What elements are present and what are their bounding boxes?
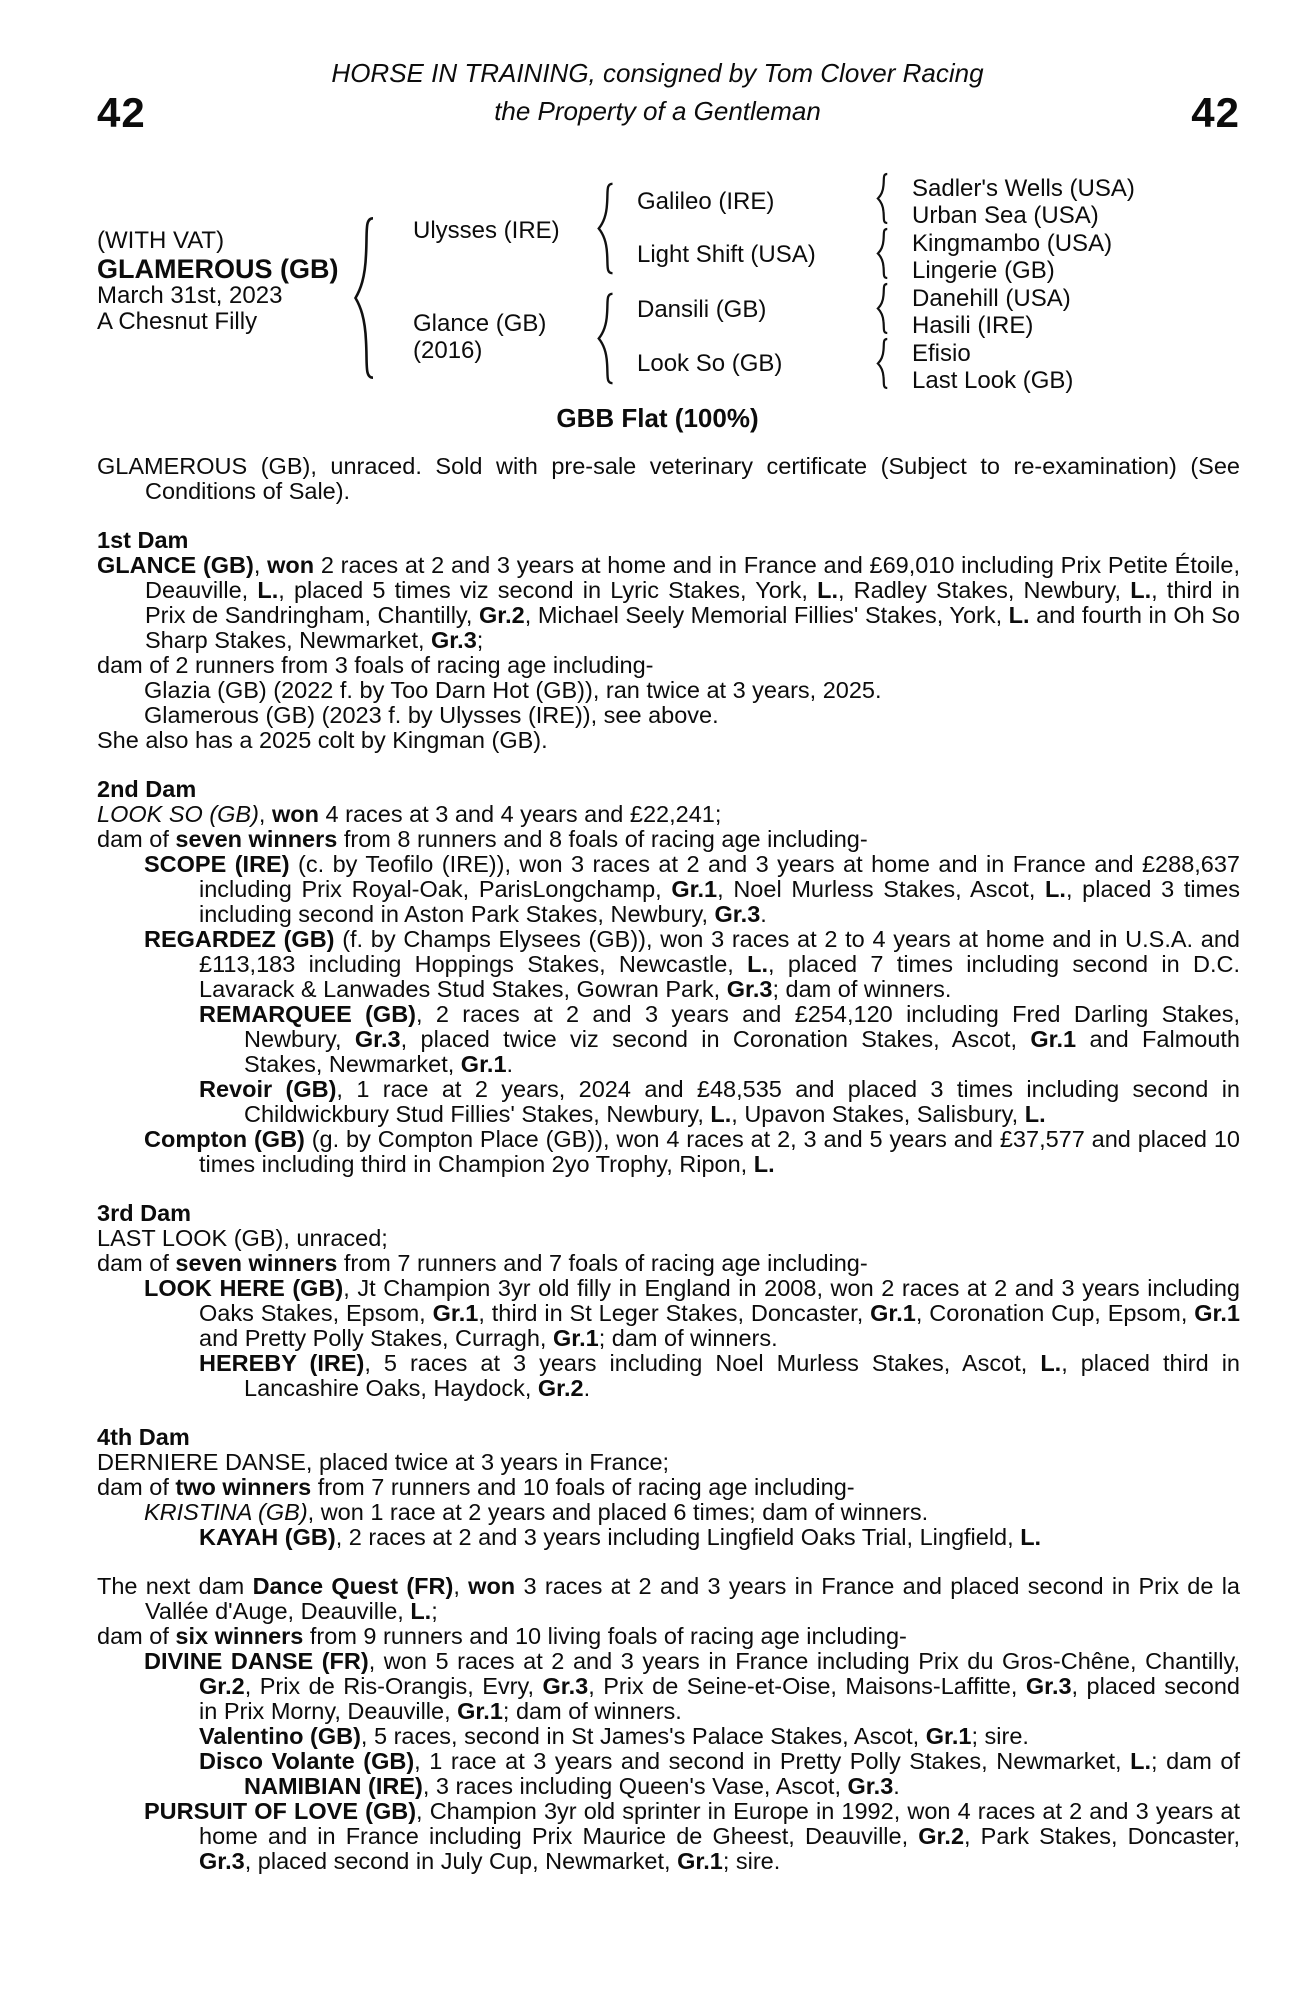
pedigree-paragraph: KRISTINA (GB), won 1 race at 2 years and placed 6 times; dam of winners. (144, 1499, 929, 1525)
lot-number-left: 42 (97, 89, 146, 136)
pedigree-paragraph: Disco Volante (GB), 1 race at 3 years and second in Pretty Polly Stakes, Newmarket, L.; dam of NAMIBIAN (IRE), 3 races including Queen's Vase, Ascot, Gr.3. (199, 1748, 1240, 1799)
pedigree-ancestor: Kingmambo (USA) (912, 230, 1113, 257)
pedigree-ancestor: Efisio (912, 340, 971, 367)
pedigree-paragraph: dam of two winners from 7 runners and 10 foals of racing age including- (97, 1474, 855, 1500)
dam-year: (2016) (413, 337, 483, 364)
lot-number-right: 42 (1191, 89, 1240, 136)
pedigree-paragraph: KAYAH (GB), 2 races at 2 and 3 years including Lingfield Oaks Trial, Lingfield, L. (199, 1524, 1042, 1550)
dam-section-heading: 1st Dam (97, 527, 189, 553)
page-header (0, 0, 1315, 140)
pedigree-ancestor: Last Look (GB) (912, 367, 1074, 394)
dam-sections (97, 528, 1240, 1874)
dam-section-heading: 3rd Dam (97, 1200, 192, 1226)
catalogue-body (97, 454, 1240, 1874)
pedigree-paragraph: REMARQUEE (GB), 2 races at 2 and 3 years and £254,120 including Fred Darling Stakes, Newbury, Gr.3, placed twice viz second in Coronation Stakes, Ascot, Gr.1 and Falmouth Stakes, Newmarket, Gr.1. (199, 1001, 1241, 1077)
pedigree-ancestor: Look So (GB) (637, 350, 783, 377)
dam-section (97, 1574, 1240, 1874)
pedigree-paragraph: Glamerous (GB) (2023 f. by Ulysses (IRE)), see above. (144, 702, 719, 728)
pedigree-paragraph: REGARDEZ (GB) (f. by Champs Elysees (GB)), won 3 races at 2 to 4 years at home and in U.S.A. and £113,183 including Hoppings Stakes, Newcastle, L., placed 7 times including second in D.C. Lavarack & Lanwades Stud Stakes, Gowran Park, Gr.3; dam of winners. (144, 926, 1240, 1002)
pedigree-brace (352, 215, 380, 381)
consignor-line: HORSE IN TRAINING, consigned by Tom Clover Racing (331, 58, 984, 88)
pedigree-paragraph: HEREBY (IRE), 5 races at 3 years including Noel Murless Stakes, Ascot, L., placed third in Lancashire Oaks, Haydock, Gr.2. (199, 1350, 1240, 1401)
pedigree-paragraph: SCOPE (IRE) (c. by Teofilo (IRE)), won 3 races at 2 and 3 years at home and in France and £288,637 including Prix Royal-Oak, ParisLongchamp, Gr.1, Noel Murless Stakes, Ascot, L., placed 3 times including second in Aston Park Stakes, Newbury, Gr.3. (144, 851, 1240, 927)
sale-conditions-paragraph: GLAMEROUS (GB), unraced. Sold with pre-sale veterinary certificate (Subject to re-examination) (See Conditions of Sale). (97, 453, 1240, 504)
pedigree-paragraph: dam of seven winners from 7 runners and 7 foals of racing age including- (97, 1250, 868, 1276)
horse-description: A Chesnut Filly (97, 308, 258, 335)
pedigree-ancestor: Urban Sea (USA) (912, 202, 1099, 229)
pedigree-paragraph: Glazia (GB) (2022 f. by Too Darn Hot (GB)), ran twice at 3 years, 2025. (144, 677, 882, 703)
gbb-eligibility-line: GBB Flat (100%) (556, 403, 759, 433)
pedigree-paragraph: dam of six winners from 9 runners and 10 living foals of racing age including- (97, 1623, 907, 1649)
sire-name: Ulysses (IRE) (413, 217, 560, 244)
pedigree-brace (876, 338, 891, 389)
dam-name (413, 310, 546, 364)
pedigree-paragraph: The next dam Dance Quest (FR), won 3 races at 2 and 3 years in France and placed second in Prix de la Vallée d'Auge, Deauville, L.; (97, 1573, 1240, 1624)
pedigree-ancestor: Danehill (USA) (912, 285, 1071, 312)
dam-section (97, 1425, 1240, 1550)
pedigree-ancestor: Light Shift (USA) (637, 241, 816, 268)
pedigree-paragraph: dam of 2 runners from 3 foals of racing age including- (97, 652, 654, 678)
dam-section (97, 1201, 1240, 1401)
pedigree-brace (876, 228, 891, 279)
pedigree-paragraph: DIVINE DANSE (FR), won 5 races at 2 and 3 years in France including Prix du Gros-Chêne, Chantilly, Gr.2, Prix de Ris-Orangis, Evry, Gr.3, Prix de Seine-et-Oise, Maisons-Laffitte, Gr.3, placed second in Prix Morny, Deauville, Gr.1; dam of winners. (144, 1648, 1241, 1724)
pedigree-ancestor: Dansili (GB) (637, 296, 767, 323)
dam-section-heading: 4th Dam (97, 1424, 190, 1450)
dam-section (97, 777, 1240, 1177)
pedigree-paragraph: dam of seven winners from 8 runners and 8 foals of racing age including- (97, 826, 868, 852)
pedigree-paragraph: LOOK SO (GB), won 4 races at 3 and 4 years and £22,241; (97, 801, 722, 827)
pedigree-brace (876, 173, 891, 224)
pedigree-brace (596, 182, 618, 275)
pedigree-paragraph: LOOK HERE (GB), Jt Champion 3yr old filly in England in 2008, won 2 races at 2 and 3 years including Oaks Stakes, Epsom, Gr.1, third in St Leger Stakes, Doncaster, Gr.1, Coronation Cup, Epsom, Gr.1 and Pretty Polly Stakes, Curragh, Gr.1; dam of winners. (144, 1275, 1241, 1351)
dam-section-heading: 2nd Dam (97, 776, 197, 802)
pedigree-ancestor: Lingerie (GB) (912, 257, 1055, 284)
pedigree-paragraph: GLANCE (GB), won 2 races at 2 and 3 years at home and in France and £69,010 including Prix Petite Étoile, Deauville, L., placed 5 times viz second in Lyric Stakes, York, L., Radley Stakes, Newbury, L., third in Prix de Sandringham, Chantilly, Gr.2, Michael Seely Memorial Fillies' Stakes, York, L. and fourth in Oh So Sharp Stakes, Newmarket, Gr.3; (97, 552, 1240, 653)
header-row (0, 88, 1315, 140)
pedigree-ancestor: Hasili (IRE) (912, 312, 1034, 339)
property-line: the Property of a Gentleman (494, 96, 821, 126)
pedigree-brace (876, 283, 891, 334)
pedigree-paragraph: Revoir (GB), 1 race at 2 years, 2024 and £48,535 and placed 3 times including second in Childwickbury Stud Fillies' Stakes, Newbury, L., Upavon Stakes, Salisbury, L. (199, 1076, 1240, 1127)
pedigree-paragraph: LAST LOOK (GB), unraced; (97, 1225, 388, 1251)
pedigree-paragraph: She also has a 2025 colt by Kingman (GB). (97, 727, 548, 753)
pedigree-paragraph: Valentino (GB), 5 races, second in St James's Palace Stakes, Ascot, Gr.1; sire. (199, 1723, 1029, 1749)
pedigree-chart (0, 140, 1315, 402)
horse-name: GLAMEROUS (GB) (97, 253, 339, 284)
produce-details (97, 228, 338, 336)
pedigree-ancestor: Sadler's Wells (USA) (912, 175, 1135, 202)
pedigree-paragraph: Compton (GB) (g. by Compton Place (GB)), won 4 races at 2, 3 and 5 years and £37,577 and placed 10 times including third in Champion 2yo Trophy, Ripon, L. (144, 1126, 1240, 1177)
pedigree-brace (596, 292, 618, 385)
pedigree-paragraph: PURSUIT OF LOVE (GB), Champion 3yr old sprinter in Europe in 1992, won 4 races at 2 and 3 years at home and in France including Prix Maurice de Gheest, Deauville, Gr.2, Park Stakes, Doncaster, Gr.3, placed second in July Cup, Newmarket, Gr.1; sire. (144, 1798, 1241, 1874)
pedigree-paragraph: DERNIERE DANSE, placed twice at 3 years in France; (97, 1449, 670, 1475)
vat-note: (WITH VAT) (97, 227, 225, 254)
dam-name-line: Glance (GB) (413, 310, 547, 337)
dam-section (97, 528, 1240, 753)
foaling-date: March 31st, 2023 (97, 281, 283, 309)
pedigree-ancestor: Galileo (IRE) (637, 188, 775, 215)
